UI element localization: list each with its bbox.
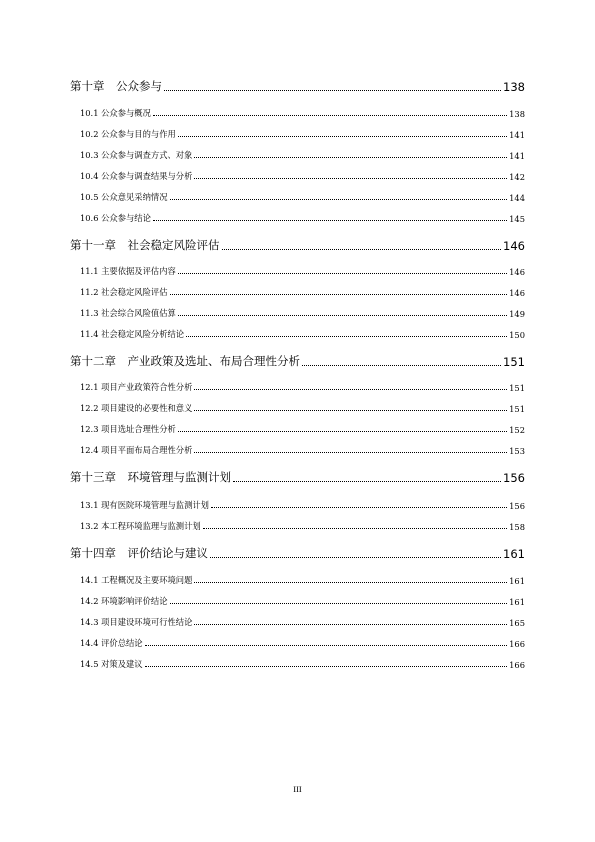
toc-entry-page-number: 138 — [509, 109, 525, 119]
toc-section-entry[interactable] — [80, 328, 525, 340]
toc-section-entry[interactable] — [80, 149, 525, 161]
toc-section-entry[interactable] — [80, 595, 525, 607]
toc-leader-dots — [194, 157, 507, 158]
toc-leader-dots — [194, 582, 507, 583]
toc-section-entry[interactable] — [80, 637, 525, 649]
toc-section-entry[interactable] — [80, 444, 525, 456]
toc-entry-title: 10.2 公众参与目的与作用 — [80, 129, 176, 139]
toc-leader-dots — [210, 557, 501, 558]
toc-section-entry[interactable] — [80, 307, 525, 319]
toc-entry-page-number: 149 — [509, 309, 525, 319]
toc-entry-title: 14.2 环境影响评价结论 — [80, 596, 168, 606]
toc-leader-dots — [194, 389, 507, 390]
toc-section-entry[interactable] — [80, 616, 525, 628]
toc-entry-title: 14.3 项目建设环境可行性结论 — [80, 617, 193, 627]
toc-leader-dots — [203, 528, 507, 529]
toc-section-entry[interactable] — [80, 128, 525, 140]
toc-leader-dots — [178, 431, 507, 432]
toc-entry-page-number: 152 — [509, 425, 525, 435]
toc-entry-title: 11.4 社会稳定风险分析结论 — [80, 329, 185, 339]
toc-chapter-entry[interactable] — [70, 78, 525, 94]
toc-section-entry[interactable] — [80, 402, 525, 414]
toc-section-entry[interactable] — [80, 520, 525, 532]
toc-entry-page-number: 151 — [503, 355, 525, 369]
toc-section-entry[interactable] — [80, 191, 525, 203]
toc-entry-title: 第十四章 评价结论与建议 — [70, 546, 208, 560]
toc-entry-page-number: 138 — [503, 80, 525, 94]
toc-leader-dots — [222, 249, 502, 250]
toc-entry-title: 12.4 项目平面布局合理性分析 — [80, 445, 193, 455]
toc-entry-title: 第十章 公众参与 — [70, 79, 162, 93]
toc-section-entry[interactable] — [80, 170, 525, 182]
toc-entry-title: 11.2 社会稳定风险评估 — [80, 287, 168, 297]
toc-entry-title: 第十一章 社会稳定风险评估 — [70, 238, 220, 252]
toc-entry-title: 14.4 评价总结论 — [80, 638, 143, 648]
toc-entry-title: 14.1 工程概况及主要环境问题 — [80, 575, 193, 585]
toc-entry-title: 12.1 项目产业政策符合性分析 — [80, 382, 193, 392]
toc-chapter-entry[interactable] — [70, 353, 525, 369]
toc-entry-page-number: 145 — [509, 214, 525, 224]
toc-leader-dots — [145, 645, 508, 646]
toc-entry-page-number: 156 — [509, 501, 525, 511]
toc-entry-page-number: 153 — [509, 446, 525, 456]
toc-leader-dots — [145, 666, 508, 667]
toc-entry-title: 10.5 公众意见采纳情况 — [80, 192, 168, 202]
toc-entry-title: 14.5 对策及建议 — [80, 659, 143, 669]
toc-entry-page-number: 161 — [509, 576, 525, 586]
toc-entry-title: 12.2 项目建设的必要性和意义 — [80, 403, 193, 413]
toc-section-entry[interactable] — [80, 107, 525, 119]
toc-leader-dots — [302, 365, 501, 366]
toc-entry-title: 12.3 项目选址合理性分析 — [80, 424, 176, 434]
toc-leader-dots — [194, 452, 507, 453]
toc-leader-dots — [153, 115, 507, 116]
toc-leader-dots — [170, 603, 508, 604]
toc-entry-page-number: 158 — [509, 522, 525, 532]
toc-entry-page-number: 146 — [509, 288, 525, 298]
toc-entry-title: 第十三章 环境管理与监测计划 — [70, 470, 231, 484]
toc-chapter-entry[interactable] — [70, 545, 525, 561]
page-number-footer: III — [293, 784, 302, 794]
toc-entry-page-number: 146 — [509, 267, 525, 277]
toc-chapter-entry[interactable] — [70, 237, 525, 253]
toc-entry-title: 10.4 公众参与调查结果与分析 — [80, 171, 193, 181]
toc-section-entry[interactable] — [80, 286, 525, 298]
toc-leader-dots — [164, 90, 501, 91]
toc-entry-page-number: 161 — [509, 597, 525, 607]
toc-section-entry[interactable] — [80, 212, 525, 224]
toc-entry-page-number: 166 — [509, 660, 525, 670]
toc-entry-page-number: 150 — [509, 330, 525, 340]
toc-entry-page-number: 161 — [503, 547, 525, 561]
toc-entry-page-number: 151 — [509, 383, 525, 393]
toc-entry-page-number: 142 — [509, 172, 525, 182]
toc-leader-dots — [194, 410, 507, 411]
toc-entry-title: 10.3 公众参与调查方式、对象 — [80, 150, 193, 160]
toc-leader-dots — [170, 199, 508, 200]
toc-leader-dots — [178, 273, 507, 274]
toc-leader-dots — [194, 178, 507, 179]
toc-section-entry[interactable] — [80, 381, 525, 393]
toc-entry-title: 11.3 社会综合风险值估算 — [80, 308, 176, 318]
toc-leader-dots — [170, 294, 508, 295]
toc-chapter-entry[interactable] — [70, 469, 525, 485]
toc-leader-dots — [178, 136, 507, 137]
toc-entry-page-number: 151 — [509, 404, 525, 414]
toc-leader-dots — [194, 624, 507, 625]
toc-entry-page-number: 144 — [509, 193, 525, 203]
toc-leader-dots — [211, 507, 507, 508]
toc-entry-page-number: 166 — [509, 639, 525, 649]
toc-section-entry[interactable] — [80, 499, 525, 511]
toc-leader-dots — [153, 220, 507, 221]
toc-entry-title: 10.6 公众参与结论 — [80, 213, 151, 223]
toc-entry-page-number: 156 — [503, 471, 525, 485]
toc-section-entry[interactable] — [80, 265, 525, 277]
toc-entry-page-number: 165 — [509, 618, 525, 628]
toc-section-entry[interactable] — [80, 423, 525, 435]
toc-entry-title: 11.1 主要依据及评估内容 — [80, 266, 176, 276]
toc-leader-dots — [186, 336, 507, 337]
toc-entry-title: 13.2 本工程环境监理与监测计划 — [80, 521, 201, 531]
toc-entry-title: 第十二章 产业政策及选址、布局合理性分析 — [70, 354, 300, 368]
toc-entry-page-number: 141 — [509, 151, 525, 161]
toc-entry-title: 10.1 公众参与概况 — [80, 108, 151, 118]
toc-entry-page-number: 146 — [503, 239, 525, 253]
toc-entry-title: 13.1 现有医院环境管理与监测计划 — [80, 500, 209, 510]
toc-leader-dots — [178, 315, 507, 316]
toc-leader-dots — [233, 481, 501, 482]
toc-section-entry[interactable] — [80, 658, 525, 670]
toc-section-entry[interactable] — [80, 574, 525, 586]
toc-entry-page-number: 141 — [509, 130, 525, 140]
